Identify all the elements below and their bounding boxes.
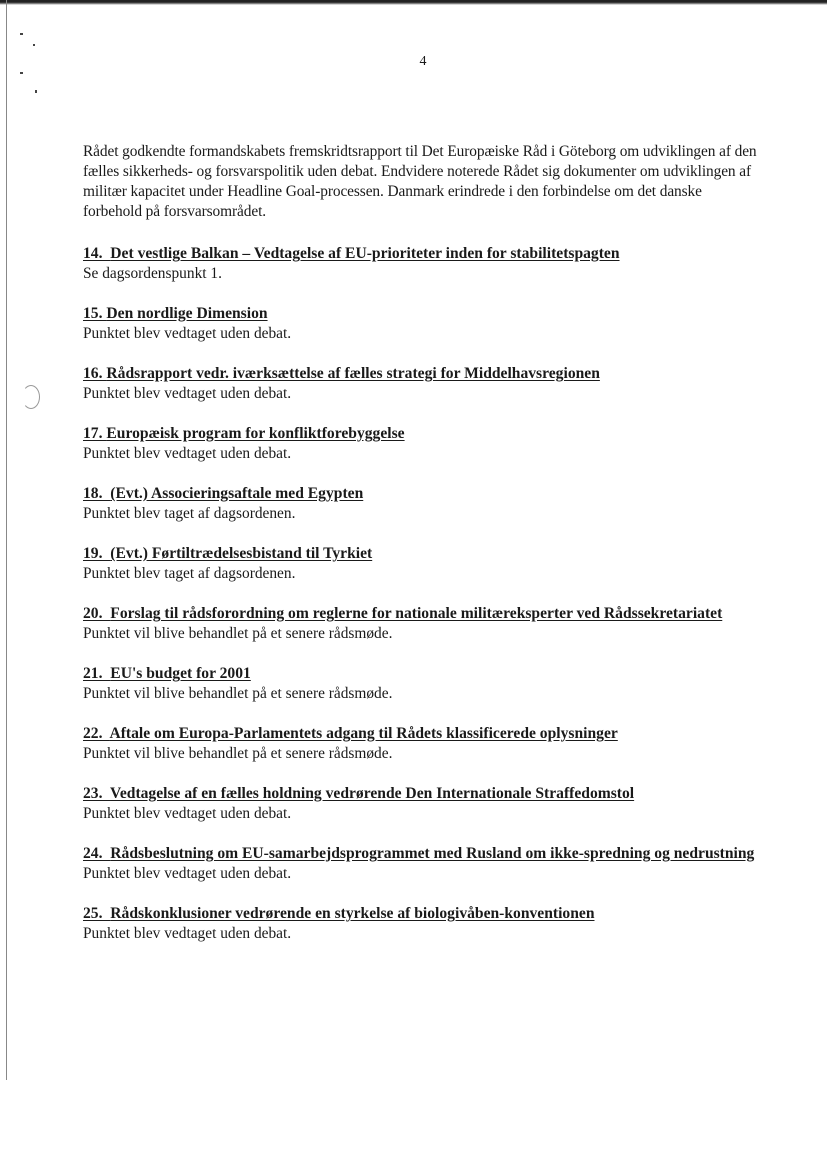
agenda-item xyxy=(83,784,763,824)
agenda-item-text: Punktet vil blive behandlet på et senere rådsmøde. xyxy=(83,625,393,642)
agenda-item-title: Forslag til rådsforordning om reglerne for nationale militæreksperter ved Rådssekretariatet xyxy=(110,605,723,622)
agenda-item-heading xyxy=(83,244,763,264)
scan-speck xyxy=(33,44,35,46)
agenda-item-title: EU's budget for 2001 xyxy=(110,665,251,682)
agenda-item-number: 24. xyxy=(83,845,103,862)
page-number: 4 xyxy=(419,54,427,69)
agenda-item-title: (Evt.) Associeringsaftale med Egypten xyxy=(110,485,364,502)
agenda-item xyxy=(83,844,763,884)
agenda-item-number: 20. xyxy=(83,605,103,622)
agenda-item-heading xyxy=(83,904,763,924)
agenda-item-heading xyxy=(83,484,763,504)
agenda-item-heading xyxy=(83,604,763,624)
agenda-item-text: Punktet blev vedtaget uden debat. xyxy=(83,865,292,882)
agenda-item-number: 23. xyxy=(83,785,103,802)
agenda-item-heading xyxy=(83,664,763,684)
agenda-item xyxy=(83,904,763,944)
agenda-item-heading xyxy=(83,424,763,444)
scan-speck xyxy=(20,72,23,74)
agenda-item-heading xyxy=(83,304,763,324)
agenda-item-number: 15. xyxy=(83,305,103,322)
agenda-item-text: Punktet blev vedtaget uden debat. xyxy=(83,385,292,402)
agenda-item-title: Rådsrapport vedr. iværksættelse af fælles strategi for Middelhavsregionen xyxy=(106,365,600,382)
agenda-item-title: Rådskonklusioner vedrørende en styrkelse af biologivåben-konventionen xyxy=(110,905,595,922)
agenda-item-title: Europæisk program for konfliktforebyggelse xyxy=(106,425,405,442)
agenda-item-title: (Evt.) Førtiltrædelsesbistand til Tyrkiet xyxy=(110,545,373,562)
agenda-item xyxy=(83,364,763,404)
agenda-item-number: 18. xyxy=(83,485,103,502)
agenda-item-text: Punktet blev taget af dagsordenen. xyxy=(83,505,296,522)
scan-edge-left xyxy=(6,0,7,1080)
intro-paragraph: Rådet godkendte formandskabets fremskridtsrapport til Det Europæiske Råd i Göteborg om udviklingen af den fælles sikkerheds- og forsvarspolitik uden debat. Endvidere noterede Rådet sig dokumenter om udviklingen af militær kapacitet under Headline Goal-processen. Danmark erindrede i den forbindelse om det danske forbehold på forsvarsområdet. xyxy=(83,143,757,220)
agenda-item xyxy=(83,484,763,524)
agenda-item-text: Punktet blev taget af dagsordenen. xyxy=(83,565,296,582)
agenda-item-heading xyxy=(83,724,763,744)
agenda-item-title: Den nordlige Dimension xyxy=(106,305,268,322)
agenda-item-number: 25. xyxy=(83,905,103,922)
agenda-item-heading xyxy=(83,844,763,864)
agenda-item xyxy=(83,304,763,344)
document-body xyxy=(83,142,763,964)
agenda-item-number: 19. xyxy=(83,545,103,562)
scan-edge-top xyxy=(0,0,827,5)
agenda-item-text: Punktet vil blive behandlet på et senere rådsmøde. xyxy=(83,745,393,762)
agenda-item xyxy=(83,424,763,464)
scan-speck xyxy=(35,90,37,93)
agenda-item-heading xyxy=(83,544,763,564)
agenda-item-title: Rådsbeslutning om EU-samarbejdsprogrammet med Rusland om ikke-spredning og nedrustning xyxy=(110,845,755,862)
agenda-item xyxy=(83,604,763,644)
agenda-item-heading xyxy=(83,784,763,804)
agenda-item-number: 22. xyxy=(83,725,103,742)
agenda-item-title: Vedtagelse af en fælles holdning vedrørende Den Internationale Straffedomstol xyxy=(110,785,635,802)
scan-speck xyxy=(20,33,23,35)
agenda-item-number: 14. xyxy=(83,245,103,262)
agenda-item-heading xyxy=(83,364,763,384)
agenda-item xyxy=(83,724,763,764)
agenda-item xyxy=(83,244,763,284)
agenda-item-number: 16. xyxy=(83,365,103,382)
agenda-item-text: Punktet blev vedtaget uden debat. xyxy=(83,925,292,942)
agenda-item-text: Se dagsordenspunkt 1. xyxy=(83,265,222,282)
agenda-item-number: 17. xyxy=(83,425,103,442)
agenda-item-text: Punktet blev vedtaget uden debat. xyxy=(83,325,292,342)
agenda-item-text: Punktet blev vedtaget uden debat. xyxy=(83,805,292,822)
punch-hole-mark xyxy=(22,385,40,409)
agenda-item-title: Det vestlige Balkan – Vedtagelse af EU-prioriteter inden for stabilitetspagten xyxy=(110,245,620,262)
agenda-item xyxy=(83,664,763,704)
agenda-item-number: 21. xyxy=(83,665,103,682)
agenda-item-text: Punktet blev vedtaget uden debat. xyxy=(83,445,292,462)
agenda-item xyxy=(83,544,763,584)
agenda-item-title: Aftale om Europa-Parlamentets adgang til Rådets klassificerede oplysninger xyxy=(109,725,618,742)
agenda-item-text: Punktet vil blive behandlet på et senere rådsmøde. xyxy=(83,685,393,702)
